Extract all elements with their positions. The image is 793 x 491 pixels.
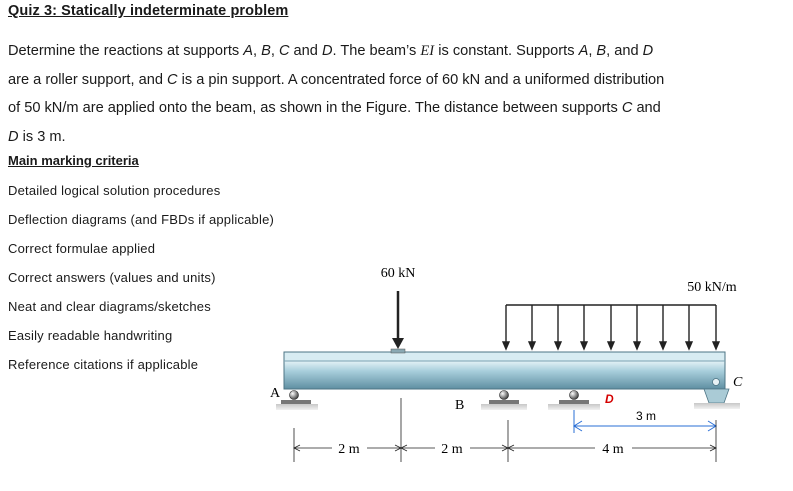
criteria-item: Detailed logical solution procedures xyxy=(8,183,221,198)
criteria-heading: Main marking criteria xyxy=(8,153,139,168)
distributed-load-arrows xyxy=(503,305,719,349)
point-load-label: 60 kN xyxy=(380,266,416,281)
problem-line: are a roller support, and C is a pin support. A concentrated force of 60 kN and a uniformed distribution xyxy=(8,71,665,88)
problem-line: of 50 kN/m are applied onto the beam, as shown in the Figure. The distance between supports C and xyxy=(8,100,661,116)
dimension-label-3: 4 m xyxy=(602,442,624,457)
problem-line: D is 3 m. xyxy=(8,128,66,145)
dimension-label-2: 2 m xyxy=(441,442,463,457)
criteria-item: Easily readable handwriting xyxy=(8,328,173,343)
problem-line: Determine the reactions at supports A, B, C and D. The beam’s EI is constant. Supports A, B, and D xyxy=(8,43,654,59)
quiz-title: Quiz 3: Statically indeterminate problem xyxy=(8,3,289,19)
criteria-item: Deflection diagrams (and FBDs if applicable) xyxy=(8,212,275,227)
support-d-roller xyxy=(548,391,600,411)
criteria-item: Correct answers (values and units) xyxy=(8,270,216,285)
support-a-roller xyxy=(276,391,318,411)
support-b-roller xyxy=(481,391,527,411)
criteria-item: Reference citations if applicable xyxy=(8,357,199,372)
support-b-label: B xyxy=(455,398,465,413)
support-a-label: A xyxy=(270,386,281,401)
distributed-load-label: 50 kN/m xyxy=(687,280,737,295)
point-load-arrow xyxy=(391,291,405,353)
criteria-item: Correct formulae applied xyxy=(8,241,156,256)
criteria-item: Neat and clear diagrams/sketches xyxy=(8,299,211,314)
beam xyxy=(284,352,725,389)
dimension-cd-label: 3 m xyxy=(636,409,657,423)
support-d-label: D xyxy=(605,392,614,406)
dimension-label-1: 2 m xyxy=(338,442,360,457)
support-c-label: C xyxy=(733,375,743,390)
